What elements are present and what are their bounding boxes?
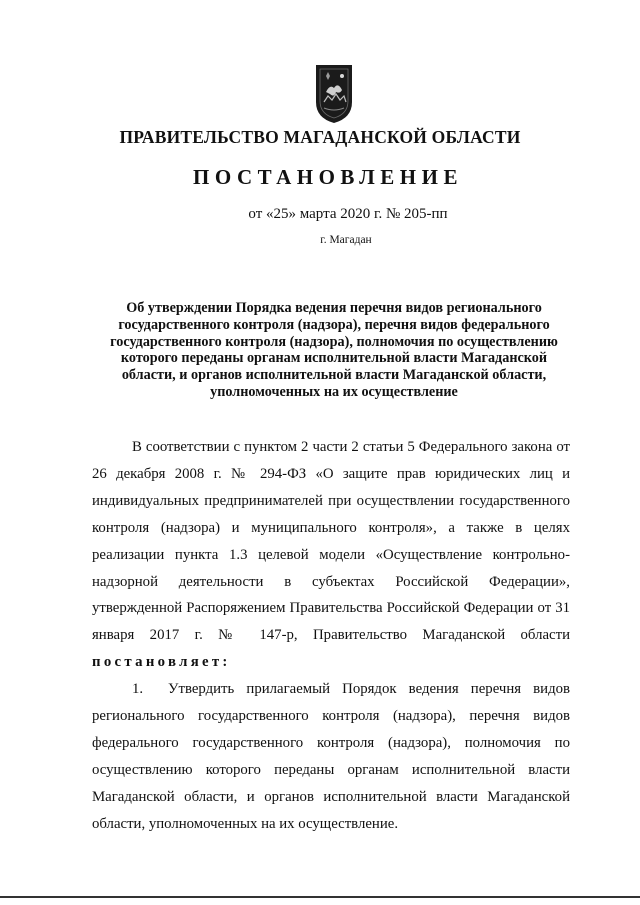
document-subject: Об утверждении Порядка ведения перечня видов регионального государственного контроля (надзора), перечня видов федерального государственного контроля (надзора), полномочия по осуществлению которого переданы органам исполнительной власти Магаданской области, и органов исполнительной власти Магаданской области, уполномоченных на их осуществление	[110, 300, 558, 400]
document-type: ПОСТАНОВЛЕНИЕ	[193, 165, 463, 189]
government-title: ПРАВИТЕЛЬСТВО МАГАДАНСКОЙ ОБЛАСТИ	[119, 127, 521, 147]
document-city: г. Магадан	[320, 234, 372, 246]
preamble-text: В соответствии с пунктом 2 части 2 статьи 5 Федерального закона от 26 декабря 2008 г. № 294-ФЗ «О защите прав юридических лиц и индивидуальных предпринимателей при осуществлении государственного контроля (надзора) и муниципального контроля», а также в целях реализации пункта 1.3 целевой модели «Осуществление контрольно-надзорной деятельности в субъектах Российской Федерации», утвержденной Распоряжением Правительства Российской Федерации от 31 января 2017 г. № 147-р, Правительство Магаданской области	[92, 439, 570, 644]
preamble-paragraph	[92, 434, 570, 676]
document-body	[92, 434, 570, 838]
coat-of-arms-emblem	[314, 62, 354, 124]
item-text: Утвердить прилагаемый Порядок ведения перечня видов регионального государственного контроля (надзора), перечня видов федерального государственного контроля (надзора), полномочия по осуществлению которого переданы органам исполнительной власти Магаданской области, и органов исполнительной власти Магаданской области, уполномоченных на их осуществление.	[92, 681, 570, 832]
item-number: 1.	[132, 681, 144, 698]
page-bottom-edge	[0, 896, 640, 898]
document-date-number: от «25» марта 2020 г. № 205-пп	[248, 206, 448, 222]
coat-of-arms-icon	[314, 62, 354, 124]
list-item	[92, 676, 570, 837]
resolves-word: постановляет:	[92, 654, 231, 671]
